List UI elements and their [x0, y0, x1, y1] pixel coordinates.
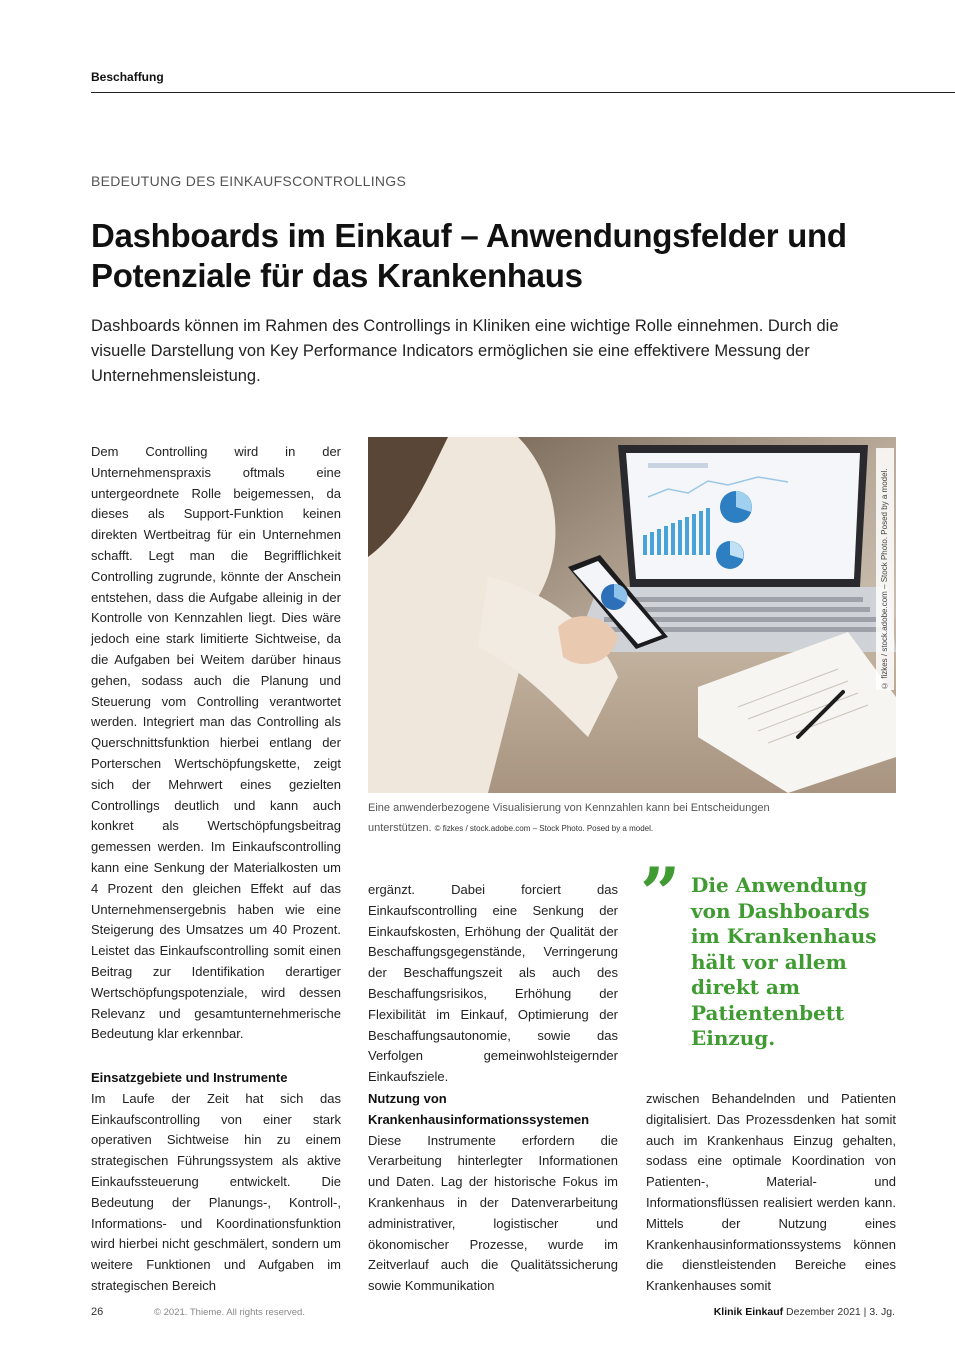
paragraph: ergänzt. Dabei forciert das Einkaufscontrolling eine Senkung der Einkaufskosten, Erhöhung der Qualität der Beschaffungsgegenstände, Verringerung der Beschaffungszeit als auch des Beschaffungsrisikos, Erhöhung der Flexibilität im Einkauf, Optimierung der Beschaffungsautonomie, sowie das Verfolgen gemeinwohlsteigernder Einkaufsziele. [368, 882, 618, 1085]
caption-credit: © fizkes / stock.adobe.com – Stock Photo. Posed by a model. [434, 824, 654, 833]
copyright-notice: © 2021. Thieme. All rights reserved. [154, 1307, 305, 1318]
journal-name: Klinik Einkauf [713, 1306, 784, 1318]
journal-info [714, 1306, 895, 1318]
photo-credit-vertical: © fizkes / stock.adobe.com – Stock Photo. Posed by a model. [876, 448, 894, 690]
subheading-einsatzgebiete: Einsatzgebiete und Instrumente [91, 1070, 288, 1085]
pull-quote-text: Die Anwendung von Dashboards im Krankenhaus hält vor allem direkt am Patientenbett Einzug. [691, 873, 877, 1050]
section-label: Beschaffung [91, 70, 164, 84]
journal-issue: Dezember 2021 | 3. Jg. [786, 1306, 895, 1318]
caption-text: Eine anwenderbezogene Visualisierung von Kennzahlen kann bei Entscheidungen unterstützen. [368, 802, 770, 834]
article-title: Dashboards im Einkauf – Anwendungsfelder und Potenziale für das Krankenhaus [91, 217, 847, 294]
article-photo [368, 437, 896, 793]
paragraph: Diese Instrumente erfordern die Verarbeitung hinterlegter Informationen und Daten. Lag der historische Fokus im Krankenhaus in der Datenverarbeitung administrativer, logistischer und ökonomischer Prozesse, wurde im Zeitverlauf auch die Qualitätssicherung sowie Kommunikation [368, 1132, 618, 1294]
paragraph: zwischen Behandelnden und Patienten digitalisiert. Das Prozessdenken hat somit auch im Krankenhaus Einzug gehalten, sodass eine optimale Koordination von Patienten-, Material- und Informationsflüssen realisiert werden kann. Mittels der Nutzung eines Krankenhausinformationssystems können die dienstleistenden Bereiche eines Krankenhauses somit [646, 1091, 896, 1294]
article-kicker: BEDEUTUNG DES EINKAUFSCONTROLLINGS [91, 173, 407, 189]
column-2-continuation [368, 880, 618, 1088]
paragraph: Dem Controlling wird in der Unternehmenspraxis oftmals eine untergeordnete Rolle beigemessen, da dieses als Support-Funktion keinen direkten Wertbeitrag für ein Unternehmen schafft. Legt man die Begrifflichkeit Controlling zugrunde, könnte der Anschein entstehen, dass die Aufgabe alleinig in der Kontrolle von Kennzahlen liegt. Dies wäre jedoch eine stark limitierte Sichtweise, da die Aufgaben bei Weitem darüber hinaus gehen, sodass auch die Planung und Steuerung vom Controlling verantwortet werden. Integriert man das Controlling als Querschnittsfunktion hierbei entlang der Porterschen Wertschöpfungskette, zeigt sich der Mehrwert eines gezielten Controllings deutlich und kann auch konkret als Wertschöpfungsbeitrag gemessen werden. Im Einkaufscontrolling kann eine Senkung der Materialkosten um 4 Prozent den gleichen Effekt auf das Unternehmensergebnis haben wie eine Steigerung des Umsatzes um 40 Prozent. Leistet das Einkaufscontrolling somit einen Beitrag zur Identifikation derartiger Wertschöpfungspotenziale, wird dessen Relevanz und gesamtunternehmerische Bedeutung klar erkennbar. [91, 444, 341, 1042]
figure-caption [368, 798, 788, 839]
subheading-krankenhausinformationssysteme: Nutzung von Krankenhausinformationssystemen [368, 1091, 590, 1127]
article-lead: Dashboards können im Rahmen des Controllings in Kliniken eine wichtige Rolle einnehmen. Durch die visuelle Darstellung von Key Performance Indicators ermöglichen sie eine effektivere Messung der Unternehmensleistung. [91, 317, 839, 385]
column-1-intro [91, 442, 341, 1045]
paragraph: Im Laufe der Zeit hat sich das Einkaufscontrolling von einer stark operativen Sichtweise hin zu einem strategischen Führungssystem als aktive Einkaufssteuerung entwickelt. Die Bedeutung der Planungs-, Kontroll-, Informations- und Koordinationsfunktion wird hierbei nicht geschmälert, sondern um weitere Funktionen und Aufgaben im strategischen Bereich [91, 1090, 341, 1293]
column-2-section [368, 1089, 618, 1297]
column-3 [646, 1089, 896, 1297]
column-1-section [91, 1068, 341, 1297]
quote-mark-icon: ” [640, 852, 681, 935]
page-number: 26 [91, 1306, 104, 1318]
header-rule [91, 92, 955, 93]
